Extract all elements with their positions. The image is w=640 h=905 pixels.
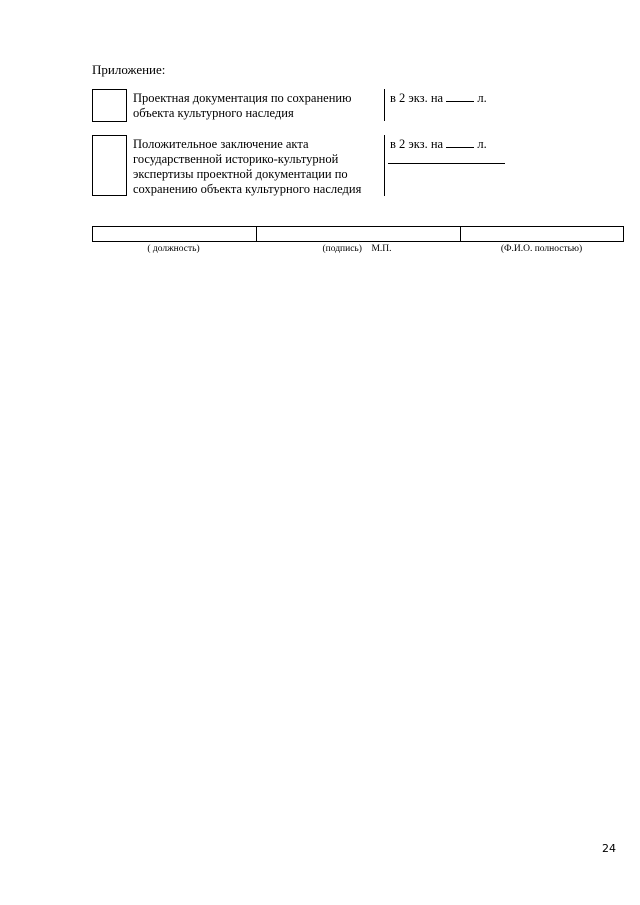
signature-cell[interactable] <box>256 227 460 241</box>
copies-prefix: в 2 экз. на <box>390 137 444 151</box>
attachment-item-1-separator <box>384 89 385 121</box>
attachment-item-2-line-4: сохранению объекта культурного наследия <box>133 182 362 196</box>
attachment-item-2-line-3: экспертизы проектной документации по <box>133 167 348 181</box>
name-cell[interactable] <box>460 227 623 241</box>
attachment-checkbox-1[interactable] <box>92 89 127 122</box>
attachment-item-2-line-1: Положительное заключение акта <box>133 137 309 151</box>
name-label: (Ф.И.О. полностью) <box>500 244 583 254</box>
attachment-item-2-text <box>133 137 361 197</box>
signature-label-text: (подпись) <box>322 244 362 254</box>
copies-suffix: л. <box>477 91 487 105</box>
position-label: ( должность) <box>147 244 200 254</box>
attachment-checkbox-2[interactable] <box>92 135 127 196</box>
position-cell[interactable] <box>93 227 256 241</box>
attachment-heading: Приложение: <box>92 62 166 77</box>
attachment-item-1-line-2: объекта культурного наследия <box>133 106 294 120</box>
signature-label <box>255 244 459 254</box>
copies-suffix: л. <box>477 137 487 151</box>
attachment-item-2-line-2: государственной историко-культурной <box>133 152 339 166</box>
signature-table <box>92 226 624 242</box>
attachment-item-1-line-1: Проектная документация по сохранению <box>133 91 352 105</box>
attachment-item-2-separator <box>384 135 385 196</box>
stamp-label: М.П. <box>371 244 392 254</box>
sheet-count-blank[interactable] <box>446 91 474 102</box>
page-number: 24 <box>602 842 616 855</box>
attachment-item-1-copies <box>390 91 487 106</box>
attachment-item-2-copies <box>390 137 487 152</box>
sheet-count-blank[interactable] <box>446 137 474 148</box>
attachment-item-2-extra-line[interactable] <box>388 163 505 164</box>
copies-prefix: в 2 экз. на <box>390 91 444 105</box>
attachment-item-1-text <box>133 91 351 121</box>
